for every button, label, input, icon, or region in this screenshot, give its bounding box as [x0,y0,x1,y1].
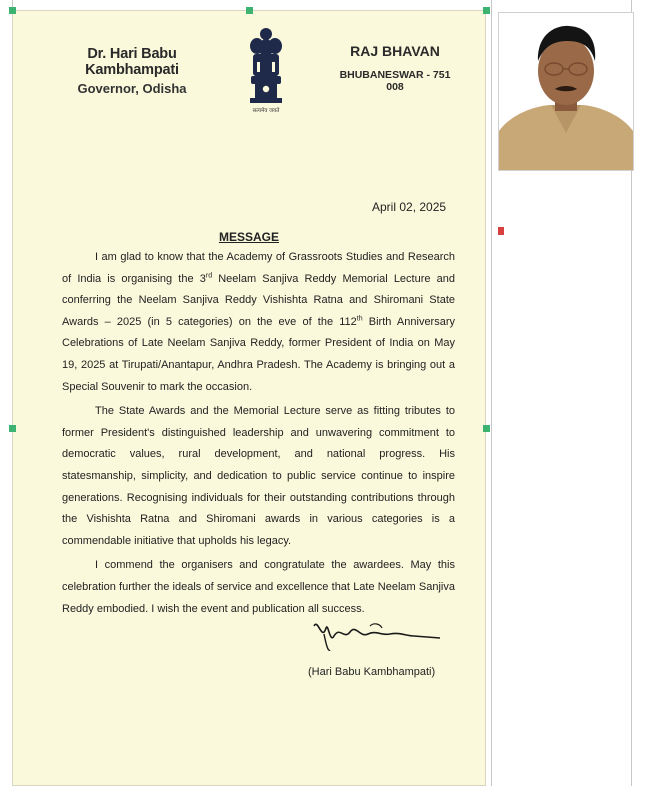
anchor-marker[interactable] [498,227,504,235]
letter-body [62,247,455,620]
paragraph-2: The State Awards and the Memorial Lecture serve as fitting tributes to former President's distinguished leadership and unwavering commitment to democratic values, rural development, and national progress. His statesmanship, simplicity, and dedication to public service continue to inspire generations. Recognising individuals for their outstanding contributions through the Vishishta Ratna and Shiromani awards in various categories is a commendable initiative that upholds his legacy. [62,405,455,547]
resize-handle-top-right[interactable] [483,7,490,14]
ordinal-suffix: th [356,315,363,323]
letter-heading: MESSAGE [218,230,279,244]
signatory-name: (Hari Babu Kambhampati) [308,666,436,678]
governor-title: Governor, Odisha [77,81,187,96]
letterhead-left [52,46,212,96]
page-guide-right [491,0,492,786]
resize-handle-middle-left[interactable] [9,425,16,432]
ordinal-suffix: rd [205,271,213,279]
state-emblem-icon [246,24,286,116]
emblem-caption: सत्यमेव जयते [252,108,280,114]
resize-handle-top-center[interactable] [246,7,253,14]
office-address: BHUBANESWAR - 751 008 [339,69,451,93]
governor-name: Dr. Hari Babu Kambhampati [85,46,179,78]
resize-handle-middle-right[interactable] [483,425,490,432]
paragraph-1 [62,247,455,398]
paragraph-3: I commend the organisers and congratulate the awardees. May this celebration further the ideals of service and excellence that Late Neelam Sanjiva Reddy embodied. I wish the event and publication all success. [62,559,455,615]
letterhead-right [330,43,460,93]
resize-handle-top-left[interactable] [9,7,16,14]
office-name: RAJ BHAVAN [350,43,440,59]
paragraph-1-part-b: Neelam Sanjiva Reddy Memorial Lecture and conferring the Neelam Sanjiva Reddy Vishishta Ratna and Shiromani State Awards – 2025 (in 5 categories) on the eve of the 112 [62,272,456,328]
governor-photo [498,12,634,171]
paragraph-1-part-a: I am glad to know that the Academy of Grassroots Studies and Research of India is organising the 3 [62,251,455,285]
handwritten-signature [310,614,442,656]
letter-page [12,10,486,786]
letter-date: April 02, 2025 [372,200,447,214]
paragraph-1-part-c: Birth Anniversary Celebrations of Late Neelam Sanjiva Reddy, former President of India on May 19, 2025 at Tirupati/Anantapur, Andhra Pradesh. The Academy is bringing out a Special Souvenir to mark the occasion. [62,315,456,393]
